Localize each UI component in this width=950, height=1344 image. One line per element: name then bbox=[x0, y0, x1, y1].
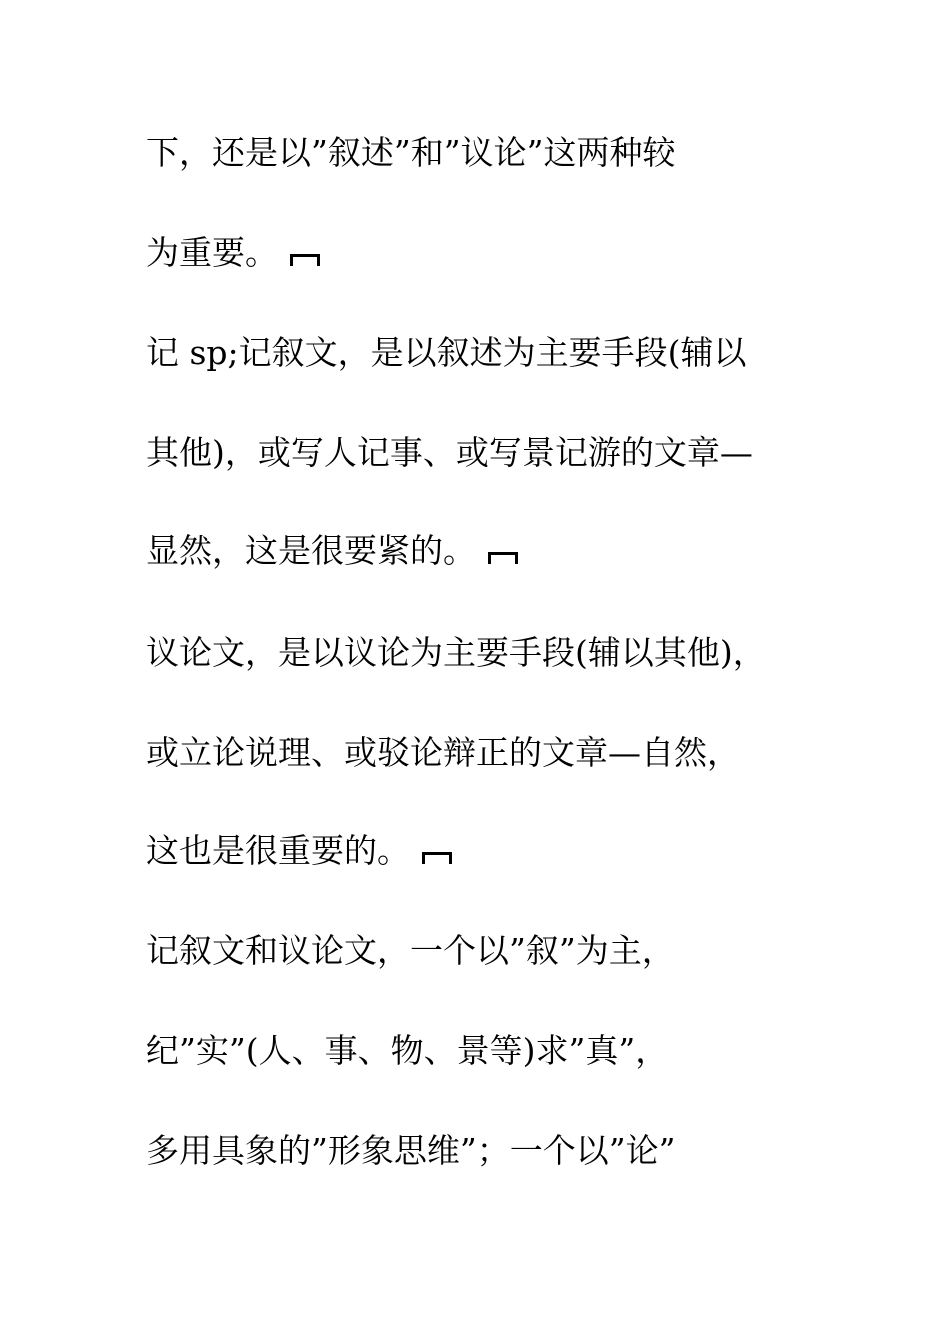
text-line bbox=[146, 333, 747, 373]
text-line bbox=[146, 733, 740, 773]
text-line bbox=[146, 1031, 668, 1071]
text-line bbox=[146, 233, 320, 273]
text-line-content: 为重要。 bbox=[146, 233, 278, 272]
text-line-content: 这也是很重要的。 bbox=[146, 831, 410, 870]
text-line bbox=[146, 1131, 675, 1171]
text-line bbox=[146, 831, 452, 871]
text-line-content: 下，还是以”叙述”和”议论”这两种较 bbox=[146, 133, 676, 172]
text-line-content: 或立论说理、或驳论辩正的文章—自然， bbox=[146, 733, 740, 772]
text-line-content: 记 sp;记叙文，是以叙述为主要手段(辅以 bbox=[146, 333, 747, 372]
text-line bbox=[146, 133, 675, 173]
text-line bbox=[146, 531, 518, 571]
text-line bbox=[146, 931, 675, 971]
text-line bbox=[146, 433, 753, 473]
paragraph-end-mark-icon bbox=[488, 552, 518, 564]
paragraph-end-mark-icon bbox=[422, 852, 452, 864]
paragraph-end-mark-icon bbox=[290, 254, 320, 266]
text-line-content: 记叙文和议论文，一个以”叙”为主， bbox=[146, 931, 675, 970]
text-line-content: 显然，这是很要紧的。 bbox=[146, 531, 476, 570]
text-line-content: 其他)，或写人记事、或写景记游的文章— bbox=[146, 433, 753, 472]
text-line-content: 议论文，是以议论为主要手段(辅以其他)， bbox=[146, 633, 766, 672]
text-line bbox=[146, 633, 766, 673]
text-line-content: 多用具象的”形象思维”；一个以”论” bbox=[146, 1131, 676, 1170]
text-line-content: 纪”实”(人、事、物、景等)求”真”， bbox=[146, 1031, 669, 1070]
